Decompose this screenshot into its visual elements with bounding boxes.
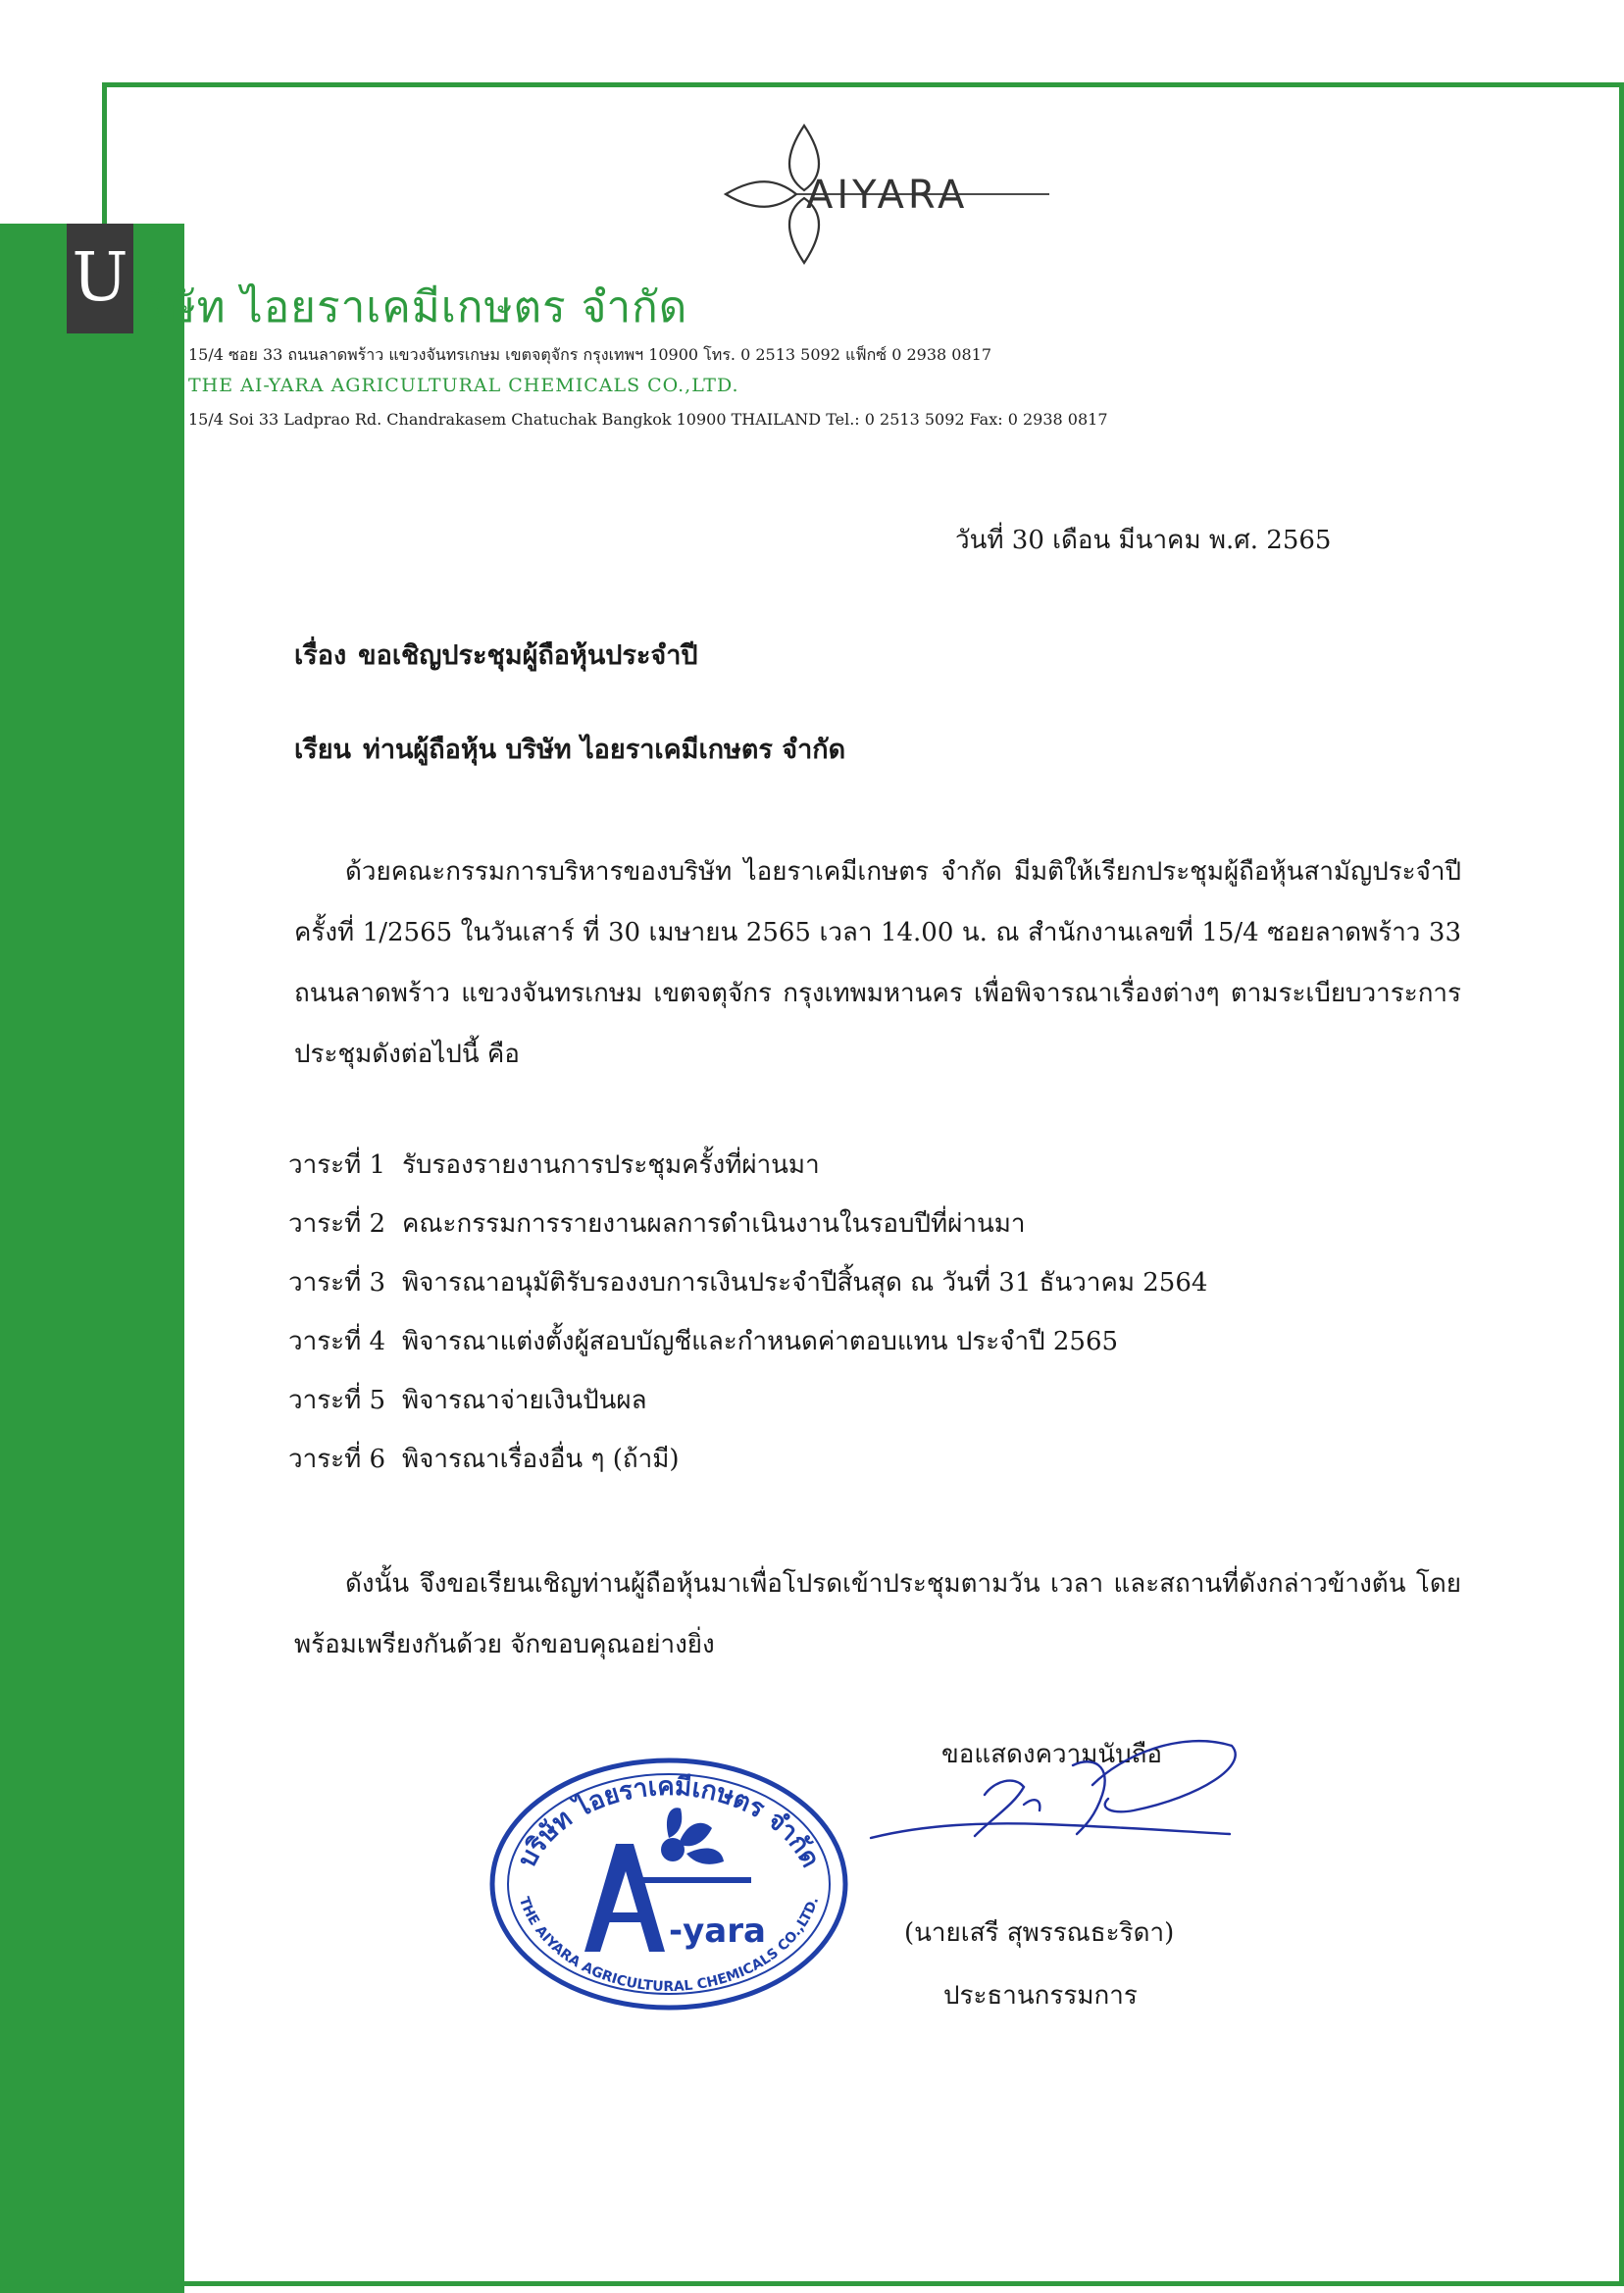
agenda-item xyxy=(288,1371,1465,1430)
agenda-item xyxy=(288,1136,1465,1195)
svg-text:-yara: -yara xyxy=(669,1911,766,1951)
agenda-item-text: พิจารณาอนุมัติรับรองงบการเงินประจำปีสิ้นสุด ณ วันที่ 31 ธันวาคม 2564 xyxy=(402,1268,1208,1298)
subject-label: เรื่อง xyxy=(294,640,347,671)
intro-paragraph: ด้วยคณะกรรมการบริหารของบริษัท ไอยราเคมีเกษตร จำกัด มีมติให้เรียกประชุมผู้ถือหุ้นสามัญประจำปี ครั้งที่ 1/2565 ในวันเสาร์ ที่ 30 เมษายน 2565 เวลา 14.00 น. ณ สำนักงานเลขที่ 15/4 ซอยลาดพร้าว 33 ถนนลาดพร้าว แขวงจันทรเกษม เขตจตุจักร กรุงเทพมหานคร เพื่อพิจารณาเรื่องต่างๆ ตามระเบียบวาระการประชุมดังต่อไปนี้ คือ xyxy=(294,857,1461,1069)
company-address-thai: 15/4 ซอย 33 ถนนลาดพร้าว แขวงจันทรเกษม เขตจตุจักร กรุงเทพฯ 10900 โทร. 0 2513 5092 แฟ็กซ์ 0 2938 0817 xyxy=(188,345,992,364)
logo-wordmark: AIYARA xyxy=(806,173,969,218)
agenda-item-label: วาระที่ 1 xyxy=(288,1150,386,1180)
agenda-item-label: วาระที่ 3 xyxy=(288,1268,386,1298)
handwritten-signature xyxy=(867,1726,1249,1893)
signer-name: (นายเสรี สุพรรณธะริดา) xyxy=(904,1918,1175,1948)
letter-subject xyxy=(294,634,698,676)
conclusion-paragraph: ดังนั้น จึงขอเรียนเชิญท่านผู้ถือหุ้นมาเพื่อโปรดเข้าประชุมตามวัน เวลา และสถานที่ดังกล่าวข้างต้น โดยพร้อมเพรียงกันด้วย จักขอบคุณอย่างยิ่ง xyxy=(294,1569,1461,1659)
letter-date: วันที่ 30 เดือน มีนาคม พ.ศ. 2565 xyxy=(955,526,1332,555)
closing-text: ขอแสดงความนับถือ xyxy=(941,1740,1162,1769)
company-address-english: 15/4 Soi 33 Ladprao Rd. Chandrakasem Chatuchak Bangkok 10900 THAILAND Tel.: 0 2513 5092 Fax: 0 2938 0817 xyxy=(188,410,1108,429)
company-name-english: THE AI-YARA AGRICULTURAL CHEMICALS CO.,LTD. xyxy=(188,375,739,396)
letterhead-green-band xyxy=(0,335,184,2293)
agenda-item xyxy=(288,1312,1465,1371)
company-seal-stamp xyxy=(486,1756,851,2013)
letterhead-frame-top xyxy=(102,82,1624,87)
agenda-item xyxy=(288,1195,1465,1253)
recipient-text: ท่านผู้ถือหุ้น บริษัท ไอยราเคมีเกษตร จำกัด xyxy=(363,735,846,765)
agenda-item-label: วาระที่ 4 xyxy=(288,1327,386,1356)
subject-text: ขอเชิญประชุมผู้ถือหุ้นประจำปี xyxy=(358,640,698,671)
letterhead-frame-bottom xyxy=(184,2281,1624,2286)
company-initial-box: U xyxy=(67,224,133,333)
agenda-item xyxy=(288,1430,1465,1489)
agenda-list xyxy=(288,1136,1465,1489)
agenda-item xyxy=(288,1253,1465,1312)
agenda-item-text: รับรองรายงานการประชุมครั้งที่ผ่านมา xyxy=(402,1150,820,1180)
svg-text:บริษัท ไอยราเคมีเกษตร จำกัด: บริษัท ไอยราเคมีเกษตร จำกัด xyxy=(512,1771,826,1873)
agenda-item-text: คณะกรรมการรายงานผลการดำเนินงานในรอบปีที่ผ่านมา xyxy=(402,1209,1026,1239)
letter-recipient xyxy=(294,728,845,770)
letterhead-frame-right xyxy=(1619,82,1624,2286)
agenda-item-label: วาระที่ 6 xyxy=(288,1445,386,1474)
letterhead-frame-left xyxy=(102,82,107,229)
signer-title: ประธานกรรมการ xyxy=(943,1981,1138,2011)
agenda-item-text: พิจารณาจ่ายเงินปันผล xyxy=(402,1386,647,1415)
company-name-thai: ริษัท ไอยราเคมีเกษตร จำกัด xyxy=(143,282,688,332)
svg-text:THE AIYARA AGRICULTURAL CHEMIC: THE AIYARA AGRICULTURAL CHEMICALS CO.,LTD. xyxy=(515,1895,823,1996)
agenda-item-text: พิจารณาแต่งตั้งผู้สอบบัญชีและกำหนดค่าตอบแทน ประจำปี 2565 xyxy=(402,1327,1119,1356)
agenda-item-label: วาระที่ 2 xyxy=(288,1209,386,1239)
recipient-label: เรียน xyxy=(294,735,352,765)
agenda-item-text: พิจารณาเรื่องอื่น ๆ (ถ้ามี) xyxy=(402,1445,680,1474)
agenda-item-label: วาระที่ 5 xyxy=(288,1386,386,1415)
